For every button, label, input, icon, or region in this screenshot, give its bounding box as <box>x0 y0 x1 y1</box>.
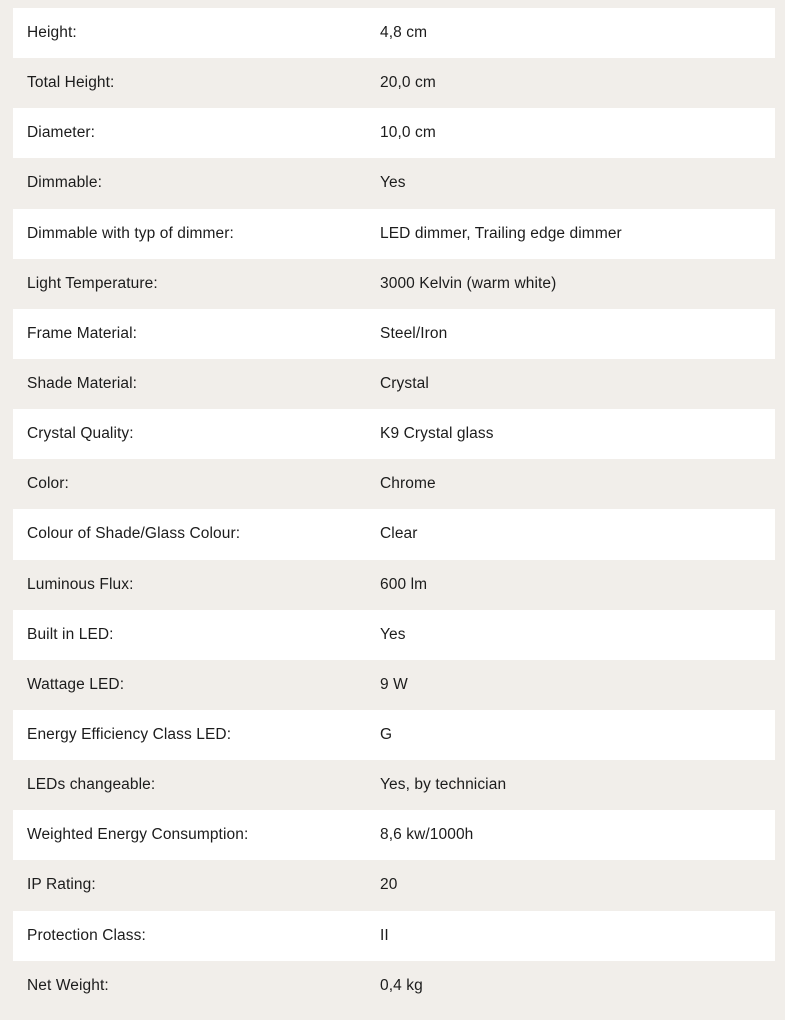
spec-label: Dimmable: <box>27 174 102 192</box>
spec-label: Light Temperature: <box>27 274 158 292</box>
spec-value: 8,6 kw/1000h <box>380 826 474 844</box>
spec-label: Built in LED: <box>27 625 114 643</box>
spec-table <box>13 8 775 1011</box>
spec-value: Yes <box>380 625 406 643</box>
spec-value: 3000 Kelvin (warm white) <box>380 274 557 292</box>
spec-value: 600 lm <box>380 575 428 593</box>
spec-label: IP Rating: <box>27 876 96 894</box>
spec-label: Shade Material: <box>27 375 138 393</box>
spec-label: Net Weight: <box>27 976 109 994</box>
spec-label: Colour of Shade/Glass Colour: <box>27 525 241 543</box>
spec-value: II <box>380 926 389 944</box>
spec-row <box>13 509 775 559</box>
spec-value: Yes, by technician <box>380 776 507 794</box>
spec-value: 9 W <box>380 675 408 693</box>
spec-label: Luminous Flux: <box>27 575 134 593</box>
spec-value: 20,0 cm <box>380 74 436 92</box>
spec-row <box>13 409 775 459</box>
spec-label: Frame Material: <box>27 324 138 342</box>
spec-label: Wattage LED: <box>27 675 125 693</box>
spec-row <box>13 760 775 810</box>
spec-row <box>13 8 775 58</box>
spec-label: LEDs changeable: <box>27 776 156 794</box>
spec-row <box>13 359 775 409</box>
spec-value: LED dimmer, Trailing edge dimmer <box>380 224 622 242</box>
spec-label: Diameter: <box>27 124 96 142</box>
spec-value: 20 <box>380 876 398 894</box>
spec-value: 4,8 cm <box>380 24 428 42</box>
spec-value: Clear <box>380 525 418 543</box>
spec-label: Weighted Energy Consumption: <box>27 826 249 844</box>
spec-row <box>13 209 775 259</box>
spec-row <box>13 158 775 208</box>
spec-row <box>13 810 775 860</box>
spec-value: Crystal <box>380 375 429 393</box>
spec-label: Total Height: <box>27 74 115 92</box>
spec-row <box>13 660 775 710</box>
spec-row <box>13 309 775 359</box>
spec-value: G <box>380 726 393 744</box>
spec-label: Energy Efficiency Class LED: <box>27 726 232 744</box>
spec-value: 10,0 cm <box>380 124 436 142</box>
spec-label: Dimmable with typ of dimmer: <box>27 224 234 242</box>
spec-row <box>13 961 775 1011</box>
spec-label: Height: <box>27 24 77 42</box>
spec-value: Yes <box>380 174 406 192</box>
spec-row <box>13 259 775 309</box>
spec-value: Steel/Iron <box>380 324 448 342</box>
spec-row <box>13 911 775 961</box>
spec-row <box>13 610 775 660</box>
spec-row <box>13 710 775 760</box>
spec-label: Color: <box>27 475 69 493</box>
spec-value: K9 Crystal glass <box>380 425 494 443</box>
spec-row <box>13 459 775 509</box>
spec-value: 0,4 kg <box>380 976 423 994</box>
spec-label: Crystal Quality: <box>27 425 134 443</box>
spec-row <box>13 560 775 610</box>
spec-label: Protection Class: <box>27 926 146 944</box>
spec-row <box>13 860 775 910</box>
spec-value: Chrome <box>380 475 436 493</box>
spec-row <box>13 108 775 158</box>
spec-row <box>13 58 775 108</box>
